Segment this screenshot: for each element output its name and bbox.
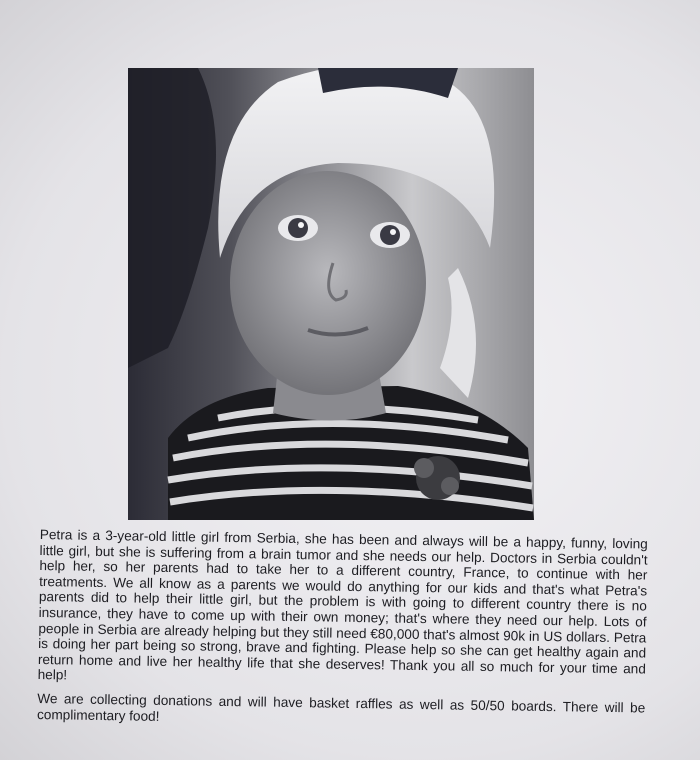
flyer-body xyxy=(37,527,648,740)
story-paragraph: Petra is a 3-year-old little girl from Serbia, she has been and always will be a happy, funny, loving little girl, but she is suffering from a brain tumor and she needs our help. Doctors in Serbia couldn't help her, so her parents had to take her to a different country, France, to continue with her treatments. We all know as a parents we would do anything for our kids and that's what Petra's parents did to help their little girl, but the problem is with going to different country there is no insurance, they have to come up with their own money; that's where they need our help. Lots of people in Serbia are already helping but they still need €80,000 that's almost 90k in US dollars. Petra is doing her part being so strong, brave and fighting. Please help so she can get healthy again and return home and live her healthy life that she deserves! Thank you all so much for your time and help! xyxy=(37,527,648,683)
event-paragraph: We are collecting donations and will have basket raffles as well as 50/50 boards. There will be complimentary food! xyxy=(36,690,646,724)
portrait-image xyxy=(128,68,534,520)
portrait-photo xyxy=(128,68,534,520)
